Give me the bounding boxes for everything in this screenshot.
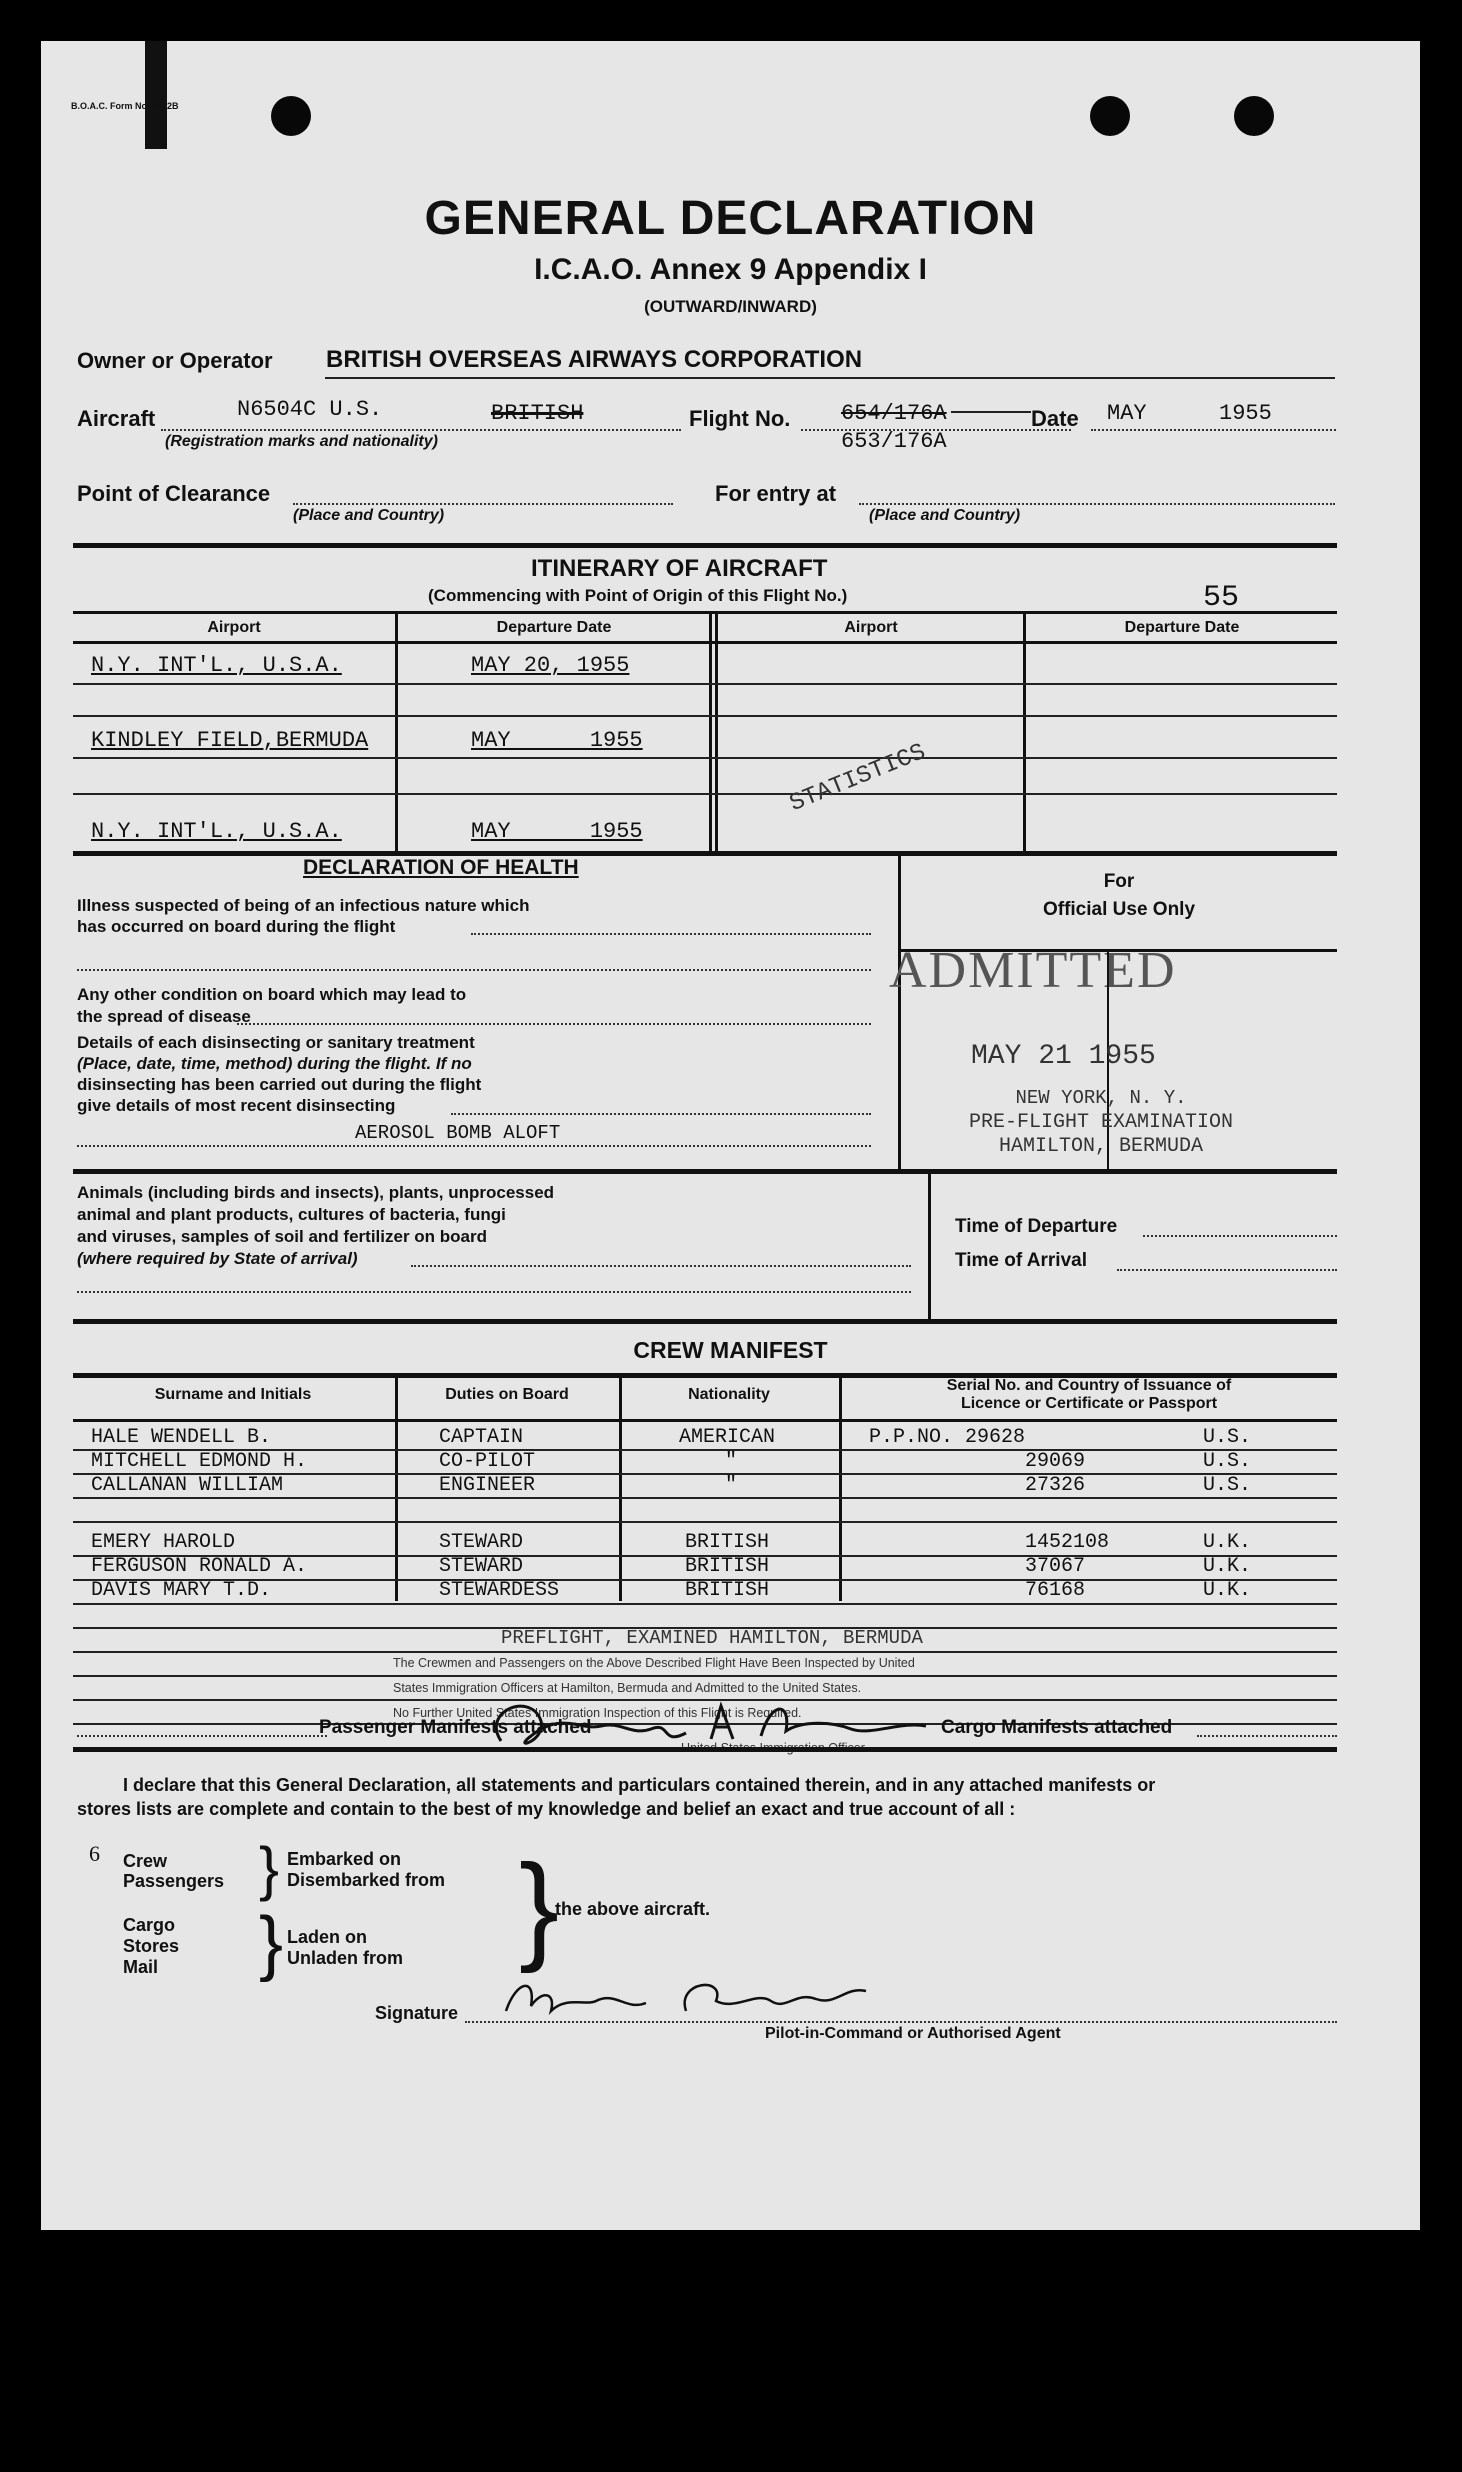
clearance-note: (Place and Country) bbox=[293, 507, 445, 524]
itinerary-col-divider bbox=[715, 613, 718, 853]
crew-title: CREW MANIFEST bbox=[633, 1337, 828, 1363]
cargo-manifests-label: Cargo Manifests attached bbox=[941, 1717, 1173, 1738]
admitted-stamp-exam: PRE-FLIGHT EXAMINATION bbox=[968, 1111, 1234, 1134]
summary-passengers: Passengers bbox=[123, 1871, 225, 1891]
health-answer-line bbox=[237, 1023, 871, 1025]
form-code: B.O.A.C. Form No. 4612B bbox=[71, 101, 179, 111]
itinerary-col-divider bbox=[1023, 613, 1026, 853]
animals-text: (where required by State of arrival) bbox=[77, 1249, 358, 1268]
health-answer-line bbox=[77, 1145, 871, 1147]
summary-mail: Mail bbox=[123, 1957, 159, 1977]
entry-label: For entry at bbox=[715, 481, 837, 506]
brace-left-upper: } bbox=[259, 1835, 280, 1902]
animals-text: and viruses, samples of soil and fertilizer on board bbox=[77, 1227, 487, 1246]
crew-name: FERGUSON RONALD A. bbox=[91, 1555, 308, 1578]
punch-hole bbox=[271, 96, 311, 136]
crew-name: HALE WENDELL B. bbox=[91, 1426, 272, 1449]
health-title: DECLARATION OF HEALTH bbox=[303, 856, 579, 879]
crew-duty: ENGINEER bbox=[439, 1474, 536, 1497]
clearance-line bbox=[293, 503, 673, 505]
time-departure-label: Time of Departure bbox=[955, 1216, 1118, 1237]
crew-duty: CO-PILOT bbox=[439, 1450, 536, 1473]
owner-line bbox=[325, 377, 1335, 379]
statistics-stamp: STATISTICS bbox=[786, 739, 930, 819]
itinerary-col-divider bbox=[395, 613, 398, 853]
entry-line bbox=[859, 503, 1335, 505]
flight-value: 653/176A bbox=[841, 429, 947, 454]
crew-row-line bbox=[73, 1651, 1337, 1653]
aircraft-struck-value: BRITISH bbox=[491, 401, 584, 426]
animals-text: animal and plant products, cultures of bacteria, fungi bbox=[77, 1205, 506, 1224]
crew-row-line bbox=[73, 1675, 1337, 1677]
itinerary-title: ITINERARY OF AIRCRAFT bbox=[531, 555, 828, 582]
entry-note: (Place and Country) bbox=[869, 507, 1021, 524]
flight-correction-mark bbox=[951, 411, 1031, 413]
clearance-label: Point of Clearance bbox=[77, 481, 271, 506]
crew-country: U.S. bbox=[1203, 1426, 1252, 1449]
admitted-stamp-date: MAY 21 1955 bbox=[971, 1041, 1156, 1072]
crew-name: CALLANAN WILLIAM bbox=[91, 1474, 284, 1497]
itinerary-col-airport: Airport bbox=[207, 619, 261, 636]
summary-unladen: Unladen from bbox=[287, 1948, 404, 1968]
itinerary-header-rule bbox=[73, 611, 1337, 614]
punch-hole bbox=[1090, 96, 1130, 136]
itinerary-date: MAY 1955 bbox=[471, 728, 643, 753]
itinerary-header-underline bbox=[73, 641, 1337, 644]
admitted-stamp-city: NEW YORK, N. Y. bbox=[1015, 1087, 1187, 1109]
health-q2: Any other condition on board which may lead to bbox=[77, 985, 467, 1004]
admitted-stamp-place: HAMILTON, BERMUDA bbox=[998, 1135, 1204, 1158]
summary-laden: Laden on bbox=[287, 1927, 367, 1947]
declaration-text: I declare that this General Declaration, all statements and particulars contained therein, and in any attached manifests or bbox=[123, 1775, 1156, 1795]
crew-col-nationality: Nationality bbox=[688, 1386, 770, 1403]
crew-count: 6 bbox=[89, 1841, 100, 1866]
aircraft-value: N6504C U.S. bbox=[237, 397, 383, 422]
official-use-only: Official Use Only bbox=[1042, 899, 1196, 920]
crew-col-serial: Licence or Certificate or Passport bbox=[960, 1395, 1218, 1412]
itinerary-airport: KINDLEY FIELD,BERMUDA bbox=[91, 728, 369, 753]
crew-name: MITCHELL EDMOND H. bbox=[91, 1450, 308, 1473]
itinerary-row-line bbox=[73, 715, 1337, 717]
crew-nationality: BRITISH bbox=[685, 1531, 770, 1554]
itinerary-date: MAY 20, 1955 bbox=[471, 653, 630, 678]
crew-col-divider bbox=[839, 1375, 842, 1601]
crew-serial: 76168 bbox=[1025, 1579, 1086, 1602]
official-for: For bbox=[1103, 871, 1135, 892]
summary-above-aircraft: the above aircraft. bbox=[555, 1899, 711, 1919]
health-answer-line bbox=[451, 1113, 871, 1115]
flight-label: Flight No. bbox=[689, 406, 791, 431]
section-rule bbox=[73, 1319, 1337, 1324]
crew-nationality: " bbox=[725, 1450, 738, 1473]
itinerary-col-departure: Departure Date bbox=[496, 619, 612, 636]
crew-duty: STEWARDESS bbox=[439, 1579, 560, 1602]
crew-row-line bbox=[73, 1603, 1337, 1605]
crew-row-line bbox=[73, 1497, 1337, 1499]
itinerary-subtitle: (Commencing with Point of Origin of this Flight No.) bbox=[428, 586, 848, 605]
section-rule bbox=[73, 851, 1337, 856]
crew-duty: STEWARD bbox=[439, 1555, 524, 1578]
passenger-manifests-label: Passenger Manifests attached bbox=[319, 1717, 592, 1738]
animals-answer-line bbox=[77, 1291, 911, 1293]
crew-country: U.K. bbox=[1203, 1555, 1252, 1578]
summary-cargo: Cargo bbox=[123, 1915, 176, 1935]
health-q1: has occurred on board during the flight bbox=[77, 917, 396, 936]
crew-country: U.K. bbox=[1203, 1531, 1252, 1554]
preflight-stamp-title: PREFLIGHT, EXAMINED HAMILTON, BERMUDA bbox=[501, 1627, 923, 1649]
summary-embarked: Embarked on bbox=[287, 1849, 402, 1869]
health-q3: (Place, date, time, method) during the flight. If no bbox=[77, 1054, 472, 1073]
brace-left-lower: } bbox=[259, 1903, 284, 1983]
itinerary-handwritten-number: 55 bbox=[1203, 581, 1240, 615]
brace-right: } bbox=[519, 1840, 560, 1974]
itinerary-col-departure-2: Departure Date bbox=[1124, 619, 1240, 636]
crew-serial: 1452108 bbox=[1025, 1531, 1110, 1554]
animals-text: Animals (including birds and insects), plants, unprocessed bbox=[77, 1183, 555, 1202]
cargo-manifest-line bbox=[1197, 1735, 1337, 1737]
health-q2: the spread of disease bbox=[77, 1007, 251, 1026]
document-page bbox=[41, 41, 1420, 2230]
animals-answer-line bbox=[411, 1265, 911, 1267]
owner-value: BRITISH OVERSEAS AIRWAYS CORPORATION bbox=[326, 346, 863, 373]
crew-country: U.S. bbox=[1203, 1450, 1252, 1473]
section-rule bbox=[73, 1747, 1337, 1752]
summary-crew: Crew bbox=[123, 1851, 168, 1871]
crew-serial: 37067 bbox=[1025, 1555, 1086, 1578]
admitted-stamp-word: ADMITTED bbox=[889, 942, 1177, 999]
crew-col-divider bbox=[395, 1375, 398, 1601]
declaration-text: stores lists are complete and contain to the best of my knowledge and belief an exact and true account of all : bbox=[77, 1799, 1016, 1819]
crew-country: U.S. bbox=[1203, 1474, 1252, 1497]
summary-stores: Stores bbox=[123, 1936, 180, 1956]
crew-serial: 27326 bbox=[1025, 1474, 1086, 1497]
aircraft-label: Aircraft bbox=[77, 406, 156, 431]
crew-name: DAVIS MARY T.D. bbox=[91, 1579, 272, 1602]
date-value: MAY bbox=[1107, 401, 1147, 426]
section-rule bbox=[73, 543, 1337, 548]
health-q1: Illness suspected of being of an infectious nature which bbox=[77, 896, 530, 915]
date-year: 1955 bbox=[1219, 401, 1272, 426]
summary-disembarked: Disembarked from bbox=[287, 1870, 446, 1890]
time-arrival-line bbox=[1117, 1269, 1337, 1271]
health-q3: Details of each disinsecting or sanitary treatment bbox=[77, 1033, 475, 1052]
crew-nationality: AMERICAN bbox=[679, 1426, 776, 1449]
itinerary-col-divider bbox=[709, 613, 712, 853]
itinerary-row-line bbox=[73, 793, 1337, 795]
form-subtitle: I.C.A.O. Annex 9 Appendix I bbox=[534, 253, 927, 286]
signature-caption: Pilot-in-Command or Authorised Agent bbox=[765, 2025, 1061, 2042]
crew-serial: P.P.NO. 29628 bbox=[869, 1426, 1026, 1449]
preflight-stamp-text: No Further United States Immigration Inspection of this Flight is Required. bbox=[393, 1706, 802, 1720]
crew-serial: 29069 bbox=[1025, 1450, 1086, 1473]
itinerary-row-line bbox=[73, 757, 1337, 759]
aircraft-note: (Registration marks and nationality) bbox=[165, 433, 438, 450]
crew-duty: CAPTAIN bbox=[439, 1426, 524, 1449]
crew-nationality: BRITISH bbox=[685, 1555, 770, 1578]
pilot-signature bbox=[496, 1971, 876, 2031]
direction-label: (OUTWARD/INWARD) bbox=[644, 297, 817, 316]
times-box-left bbox=[928, 1171, 931, 1321]
itinerary-date: MAY 1955 bbox=[471, 819, 643, 844]
form-title: GENERAL DECLARATION bbox=[424, 192, 1037, 245]
preflight-stamp-officer: United States Immigration Officer bbox=[681, 1741, 865, 1755]
signature-label: Signature bbox=[375, 2003, 459, 2023]
health-answer-line bbox=[77, 969, 871, 971]
preflight-stamp-text: States Immigration Officers at Hamilton, Bermuda and Admitted to the United States. bbox=[393, 1681, 862, 1695]
date-line bbox=[1091, 429, 1336, 431]
owner-label: Owner or Operator bbox=[77, 348, 273, 373]
health-answer-line bbox=[471, 933, 871, 935]
health-q3: give details of most recent disinsecting bbox=[77, 1096, 396, 1115]
crew-nationality: " bbox=[725, 1474, 738, 1497]
itinerary-airport: N.Y. INT'L., U.S.A. bbox=[91, 819, 342, 844]
crew-duty: STEWARD bbox=[439, 1531, 524, 1554]
crew-nationality: BRITISH bbox=[685, 1579, 770, 1602]
flight-struck-value: 654/176A bbox=[841, 401, 947, 426]
health-q3-answer: AEROSOL BOMB ALOFT bbox=[355, 1122, 561, 1144]
ink-smudge bbox=[145, 41, 167, 149]
itinerary-col-airport-2: Airport bbox=[844, 619, 898, 636]
crew-col-divider bbox=[619, 1375, 622, 1601]
section-rule bbox=[73, 1169, 1337, 1174]
crew-col-duties: Duties on Board bbox=[445, 1386, 569, 1403]
crew-country: U.K. bbox=[1203, 1579, 1252, 1602]
crew-col-name: Surname and Initials bbox=[154, 1386, 312, 1403]
punch-hole bbox=[1234, 96, 1274, 136]
crew-name: EMERY HAROLD bbox=[91, 1531, 236, 1554]
itinerary-row-line bbox=[73, 683, 1337, 685]
aircraft-line bbox=[161, 429, 681, 431]
crew-col-serial: Serial No. and Country of Issuance of bbox=[946, 1377, 1232, 1394]
crew-row-line bbox=[73, 1521, 1337, 1523]
preflight-stamp-text: The Crewmen and Passengers on the Above Described Flight Have Been Inspected by United bbox=[393, 1656, 915, 1670]
date-label: Date bbox=[1031, 406, 1079, 431]
time-departure-line bbox=[1143, 1235, 1337, 1237]
itinerary-airport: N.Y. INT'L., U.S.A. bbox=[91, 653, 342, 678]
time-arrival-label: Time of Arrival bbox=[955, 1250, 1087, 1271]
passenger-manifest-line bbox=[77, 1735, 327, 1737]
health-q3: disinsecting has been carried out during the flight bbox=[77, 1075, 482, 1094]
crew-header-rule bbox=[73, 1419, 1337, 1422]
